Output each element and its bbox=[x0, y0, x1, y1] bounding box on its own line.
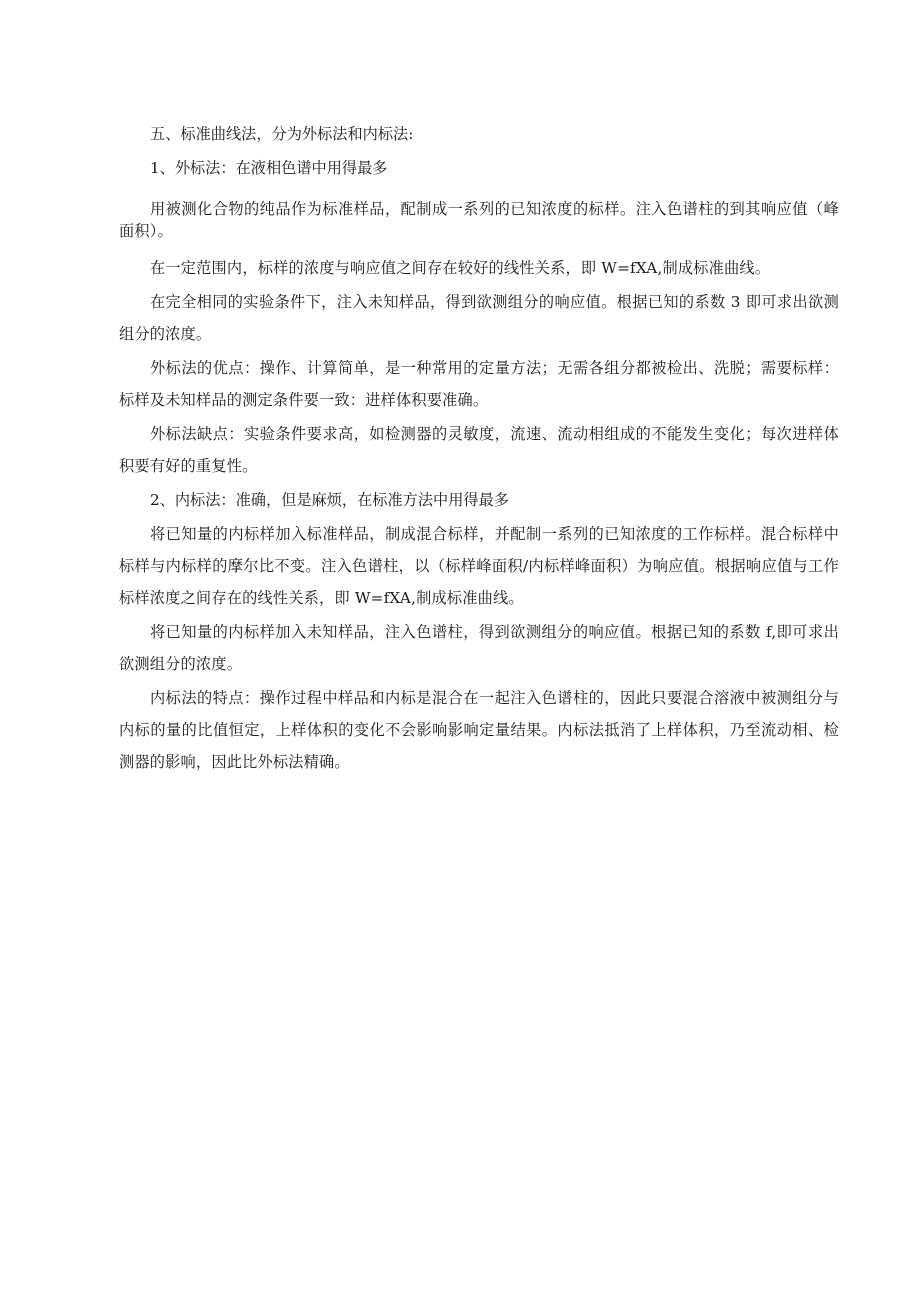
internal-paragraph-1: 将已知量的内标样加入标准样品，制成混合标样，并配制一系列的已知浓度的工作标样。混合标样中标样与内标样的摩尔比不变。注入色谱柱，以（标样峰面积/内标样峰面积）为响应值。根据响应值与工作标样浓度之间存在的线性关系，即 W=fXA,制成标准曲线。 bbox=[119, 525, 839, 607]
external-paragraph-5: 外标法缺点：实验条件要求高，如检测器的灵敏度，流速、流动相组成的不能发生变化；每次进样体积要有好的重复性。 bbox=[119, 425, 839, 475]
external-paragraph-4: 外标法的优点：操作、计算简单，是一种常用的定量方法；无需各组分都被检出、洗脱；需要标样：标样及未知样品的测定条件要一致：进样体积要准确。 bbox=[119, 359, 839, 409]
internal-paragraph-2: 将已知量的内标样加入未知样品，注入色谱柱，得到欲测组分的响应值。根据已知的系数 f,即可求出欲测组分的浓度。 bbox=[119, 623, 839, 673]
external-paragraph-3: 在完全相同的实验条件下，注入未知样品，得到欲测组分的响应值。根据已知的系数 3 即可求出欲测组分的浓度。 bbox=[119, 293, 839, 343]
section-title: 五、标准曲线法，分为外标法和内标法: bbox=[150, 125, 414, 143]
external-method-heading: 1、外标法：在液相色谱中用得最多 bbox=[150, 159, 388, 177]
internal-method-heading: 2、内标法：准确，但是麻烦，在标准方法中用得最多 bbox=[150, 491, 509, 509]
external-paragraph-2: 在一定范围内，标样的浓度与响应值之间存在较好的线性关系，即 W=fXA,制成标准曲线。 bbox=[150, 259, 771, 277]
external-paragraph-1: 用被测化合物的纯品作为标准样品，配制成一系列的已知浓度的标样。注入色谱柱的到其响应值（峰面积）。 bbox=[119, 200, 839, 240]
document-body bbox=[119, 118, 839, 778]
internal-paragraph-3: 内标法的特点：操作过程中样品和内标是混合在一起注入色谱柱的，因此只要混合溶液中被测组分与内标的量的比值恒定，上样体积的变化不会影响影响定量结果。内标法抵消了上样体积，乃至流动相、检测器的影响，因此比外标法精确。 bbox=[119, 689, 839, 771]
